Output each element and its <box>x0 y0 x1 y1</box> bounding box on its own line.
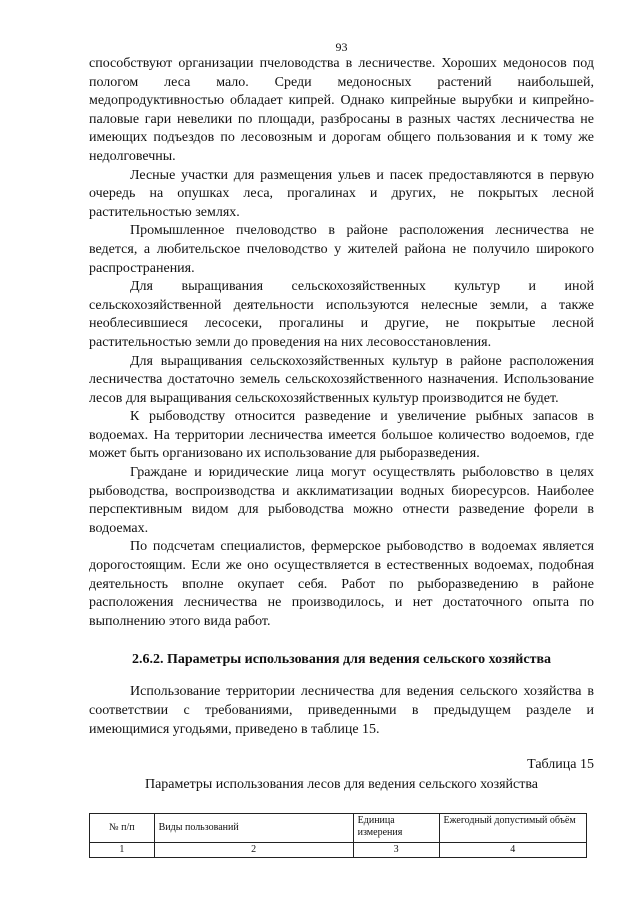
paragraph-apiary-placement: Лесные участки для размещения ульев и пасек предоставляются в первую очередь на опушках леса, прогалинах и других, не покрытых лесной растительностью землях. <box>89 167 594 220</box>
table-cell: 2 <box>154 843 353 858</box>
table-cell: 3 <box>353 843 439 858</box>
document-page <box>89 0 594 858</box>
table-caption: Параметры использования лесов для ведения сельского хозяйства <box>144 777 538 793</box>
parameters-table <box>89 813 587 858</box>
section-intro-paragraph: Использование территории лесничества для ведения сельского хозяйства в соответствии с требованиями, приведенными в предыдущем разделе и имеющимися угодьями, приведено в таблице 15. <box>89 684 594 737</box>
section-heading: 2.6.2. Параметры использования для ведения сельского хозяйства <box>131 652 552 668</box>
paragraph-beekeeping-continued: способствуют организации пчеловодства в лесничестве. Хороших медоносов под пологом леса мало. Среди медоносных растений наибольшей, медопродуктивностью обладает кипрей. Однако кипрейные вырубки и кипрейно-паловые гари невелики по площади, разбросаны в разных частях лесничества не имеющих подъездов по лесовозным и дорогам общего пользования и к тому же недолговечны. <box>89 56 594 164</box>
table-cell: 1 <box>90 843 155 858</box>
header-cell-usage-kind: Виды пользований <box>154 814 353 843</box>
table-row <box>90 843 587 858</box>
header-cell-unit: Единица измерения <box>353 814 439 843</box>
table-label: Таблица 15 <box>527 757 594 773</box>
header-cell-number: № п/п <box>90 814 155 843</box>
paragraph-fish-farming-costs: По подсчетам специалистов, фермерское рыбоводство в водоемах является дорогостоящим. Если же оно осуществляется в естественных водоемах, подобная деятельность вполне окупает себя. Работ по рыборазведению в районе расположения лесничества не производилось, и нет достаточного опыта по выполнению этого вида работ. <box>89 539 594 629</box>
header-cell-annual-volume: Ежегодный допустимый объём <box>439 814 587 843</box>
paragraph-fish-farming: К рыбоводству относится разведение и увеличение рыбных запасов в водоемах. На территории лесничества имеется большое количество водоемов, где может быть организовано их использование для рыборазведения. <box>89 409 594 462</box>
paragraph-crop-growing-lands: Для выращивания сельскохозяйственных культур и иной сельскохозяйственной деятельности используются нелесные земли, а также необлесившиеся лесосеки, прогалины и другие, не покрытые лесной растительностью земли до проведения на них лесовосстановления. <box>89 279 594 350</box>
table-header-row <box>90 814 587 843</box>
paragraph-fishing-rights: Граждане и юридические лица могут осуществлять рыболовство в целях рыбоводства, воспроизводства и акклиматизации водных биоресурсов. Наиболее перспективным видом для рыбоводства можно отнести разведение форели в водоемах. <box>89 465 594 536</box>
paragraph-crop-growing-sufficiency: Для выращивания сельскохозяйственных культур в районе расположения лесничества достаточно земель сельскохозяйственного назначения. Использование лесов для выращивания сельскохозяйственных культур производится не будет. <box>89 353 594 406</box>
table-cell: 4 <box>439 843 587 858</box>
paragraph-industrial-beekeeping: Промышленное пчеловодство в районе расположения лесничества не ведется, а любительское пчеловодство у жителей района не получило широкого распространения. <box>89 223 594 276</box>
page-number: 93 <box>335 40 348 54</box>
